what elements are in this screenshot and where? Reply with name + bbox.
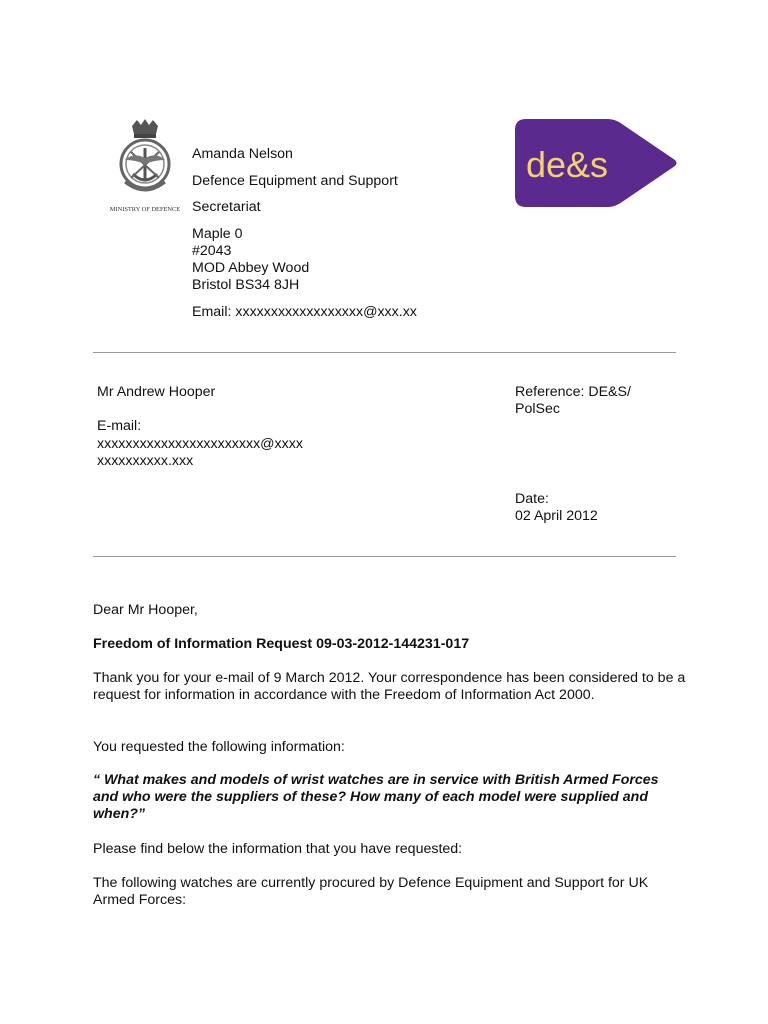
sender-email-row bbox=[192, 304, 417, 321]
body-paragraph: You requested the following information: bbox=[93, 739, 345, 755]
reference-line: PolSec bbox=[515, 401, 560, 417]
sender-email-label: Email: bbox=[192, 304, 232, 320]
recipient-email-line[interactable]: xxxxxxxxxx.xxx bbox=[97, 453, 194, 469]
des-logo-text: de&s bbox=[526, 144, 609, 185]
des-logo-icon bbox=[512, 118, 677, 208]
sender-dept: Secretariat bbox=[192, 199, 261, 215]
request-quote: “ What makes and models of wrist watches are in service with British Armed Forces and who were the suppliers of these? How many of each model were supplied and when?” bbox=[93, 772, 659, 822]
body-paragraph: Please find below the information that you have requested: bbox=[93, 841, 463, 857]
sender-address-line: #2043 bbox=[192, 243, 232, 259]
body-paragraph: Thank you for your e-mail of 9 March 2012. Your correspondence has been considered to be a request for information in accordance with the Freedom of Information Act 2000. bbox=[93, 670, 686, 703]
subject-line: Freedom of Information Request 09-03-2012-144231-017 bbox=[93, 636, 470, 652]
divider bbox=[93, 352, 676, 353]
body-paragraph: The following watches are currently procured by Defence Equipment and Support for UK Armed Forces: bbox=[93, 875, 649, 908]
recipient-email-label: E-mail: bbox=[97, 418, 142, 434]
recipient-name: Mr Andrew Hooper bbox=[97, 384, 216, 400]
divider bbox=[93, 556, 676, 557]
mod-crest-icon bbox=[99, 118, 191, 214]
reference-line: Reference: DE&S/ bbox=[515, 384, 631, 400]
date-label: Date: bbox=[515, 491, 549, 507]
sender-org: Defence Equipment and Support bbox=[192, 173, 398, 189]
sender-name: Amanda Nelson bbox=[192, 146, 293, 162]
sender-address-line: MOD Abbey Wood bbox=[192, 260, 310, 276]
sender-address-line: Bristol BS34 8JH bbox=[192, 277, 300, 293]
salutation: Dear Mr Hooper, bbox=[93, 602, 198, 618]
date-value: 02 April 2012 bbox=[515, 508, 598, 524]
recipient-email-line[interactable]: xxxxxxxxxxxxxxxxxxxxxxx@xxxx bbox=[97, 436, 303, 452]
sender-email[interactable]: xxxxxxxxxxxxxxxxxx@xxx.xx bbox=[235, 304, 417, 320]
crest-caption: MINISTRY OF DEFENCE bbox=[109, 206, 181, 213]
sender-address-line: Maple 0 bbox=[192, 226, 243, 242]
